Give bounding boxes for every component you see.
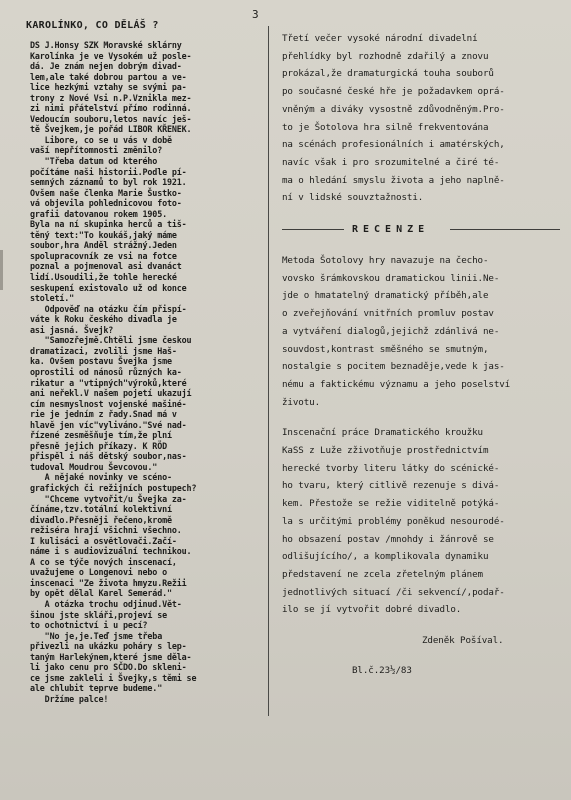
review-line: ilo se jí vytvořit dobré divadlo. [282,604,462,616]
review-line: KaSS z Luže zživotňuje prostřednictvím [282,445,489,457]
review-column [282,30,567,680]
review-line: souvdost,kontrast směšného se smutným, [282,343,489,355]
interview-line: A co se týče nových inscenací, [30,556,177,567]
review-line: ho tvaru, který citlivě rezenuje s divá- [282,480,500,492]
interview-text [30,40,266,704]
interview-line: váte k Roku českého divadla je [30,314,177,325]
interview-line: ka. Ovšem postavu Švejka jsme [30,356,172,367]
review-line: la s určitými problémy poněkud nesourodé- [282,515,505,527]
review-line: Metoda Šotolovy hry navazuje na čecho- [282,255,489,267]
interview-line: vaší nepřítomnosti změnilo? [30,145,163,156]
document-reference: Bl.č.23½/83 [352,664,412,676]
interview-line: soubor,hra Anděl strážný.Jeden [30,240,177,251]
interview-line: ale chlubit teprve budeme." [30,683,163,694]
review-line: kem. Přestože se režie viditelně potýká- [282,498,500,510]
review-line: Inscenační práce Dramatického kroužku [282,427,483,439]
interview-line: hlavě jen víc"vyliváno."Své nad- [30,419,187,430]
review-line: životu. [282,396,321,408]
interview-line: vá objevila pohlednicovou foto- [30,198,182,209]
interview-line: grafických či režijních postupech? [30,482,197,493]
interview-line: Odpověď na otázku čím přispí- [30,303,187,314]
interview-line: Libore, co se u vás v době [30,134,172,145]
interview-line: Karolínka je ve Vysokém už posle- [30,50,192,61]
interview-line: cím nesmyslnost vojenské mašiné- [30,398,187,409]
interview-line: "Samozřejmě.Chtěli jsme českou [30,335,192,346]
interview-line: divadlo.Přesněji řečeno,kromě [30,514,172,525]
interview-column [26,20,266,704]
interview-line: přivezli na ukázku poháry s lep- [30,641,187,652]
interview-line: A nějaké novinky ve scéno- [30,472,172,483]
review-intro-line: ma o hledání smyslu života a jeho naplně- [282,174,505,186]
review-paragraph-2 [282,424,567,619]
review-intro-line: po současné české hře je požadavkem oprá- [282,86,505,98]
interview-line: lice hezkými vztahy se svými pa- [30,82,187,93]
interview-line: čínáme,tzv.totální kolektivní [30,504,172,515]
review-line: o zveřejňování vnitřních promluv postav [282,308,494,320]
interview-line: režiséra hrají všichni všechno. [30,525,182,536]
review-line: a vytváření dialogů,jejichž zdánlivá ne- [282,325,500,337]
interview-line: století." [30,293,75,304]
interview-line: I kulisáci a osvětlovači.Začí- [30,535,177,546]
review-intro-line: ní v lidské souvztažnosti. [282,192,424,204]
interview-line: ani neřekl.V našem pojetí ukazují [30,388,192,399]
interview-line: rikatur a "vtipných"výroků,které [30,377,187,388]
review-intro-line: přehlídky byl rozhodně zdařilý a znovu [282,50,489,62]
review-intro-line: Třetí večer vysoké národní divadelní [282,33,478,44]
interview-line: li jako cenu pro SČDO.Do skleni- [30,662,187,673]
interview-line: asi jasná. Švejk? [30,324,114,335]
interview-line: trony z Nové Vsi n.P.Vznikla mez- [30,92,192,103]
interview-line: řízené zesměšňuje tím,že plní [30,430,172,441]
review-line: nostalgie s pocitem beznaděje,vede k jas- [282,361,505,373]
review-line: představení ne zcela zřetelným plánem [282,568,483,580]
interview-line: "No je,je.Teď jsme třeba [30,630,163,641]
page-number: 3 [252,8,259,21]
interview-line: dá. Je znám nejen dobrým divad- [30,61,182,72]
review-line: odlišujícího/, a komplikovala dynamiku [282,551,489,563]
interview-line: inscenaci "Ze života hmyzu.Režii [30,577,187,588]
interview-line: těný text:"To koukáš,jaký máme [30,229,177,240]
interview-line: Vedoucím souboru,letos navíc ješ- [30,113,192,124]
review-line: vovsko šrámkovskou dramatickou linii.Ne- [282,272,500,284]
review-paragraph-1 [282,252,567,411]
interview-line: zi nimi přátelství přímo rodinná. [30,103,192,114]
review-intro-line: prokázal,že dramaturgická touha souborů [282,68,494,80]
interview-line: tudoval Moudrou Ševcovou." [30,461,158,472]
interview-line: dramatizaci, zvolili jsme Haš- [30,345,177,356]
review-intro [282,30,567,207]
section-heading-row [282,220,567,240]
section-heading: RECENZE [352,224,430,236]
interview-line: "Třeba datum od kterého [30,156,158,167]
review-intro-line: vněným a diváky vysostně zdůvodněným.Pro- [282,103,505,115]
interview-line: rie je jedním z řady.Snad má v [30,409,177,420]
article-title: KAROLÍNKO, CO DĚLÁŠ ? [26,20,159,31]
interview-line: spolupracovník ze vsi na fotce [30,250,177,261]
interview-line: Byla na ní skupinka herců a tiš- [30,219,187,230]
interview-line: taným Harlekýnem,které jsme děla- [30,651,192,662]
interview-line: seskupení existovalo už od konce [30,282,187,293]
heading-rule-left [282,229,344,230]
review-line: jednotlivých situací /či sekvencí/,podař- [282,586,505,598]
heading-rule-right [450,229,560,230]
review-line: herecké tvorby literu látky do scénické- [282,462,500,474]
interview-line: to ochotnictví i u pecí? [30,620,148,631]
interview-line: grafii datovanou rokem 1905. [30,208,167,219]
interview-line: počítáme naši historii.Podle pí- [30,166,187,177]
interview-line: lem,ale také dobrou partou a ve- [30,71,187,82]
review-intro-line: to je Šotolova hra silně frekventována [282,121,489,133]
review-line: ho obsazení postav /mnohdy i žánrově se [282,533,494,545]
interview-line: DS J.Honsy SZK Moravské sklárny [30,40,182,50]
interview-line: ce jsme zakleli i Švejky,s těmi se [30,672,197,683]
review-intro-line: navíc však i pro srozumitelné a čiré té- [282,156,500,168]
page-edge-mark [0,250,3,290]
interview-line: semných záznamů to byl rok 1921. [30,177,187,188]
column-divider [268,26,269,716]
interview-line: Ovšem naše členka Marie Šustko- [30,187,182,198]
review-line: jde o hmatatelný dramatický příběh,ale [282,290,489,302]
interview-line: by opět dělal Karel Semerád." [30,588,172,599]
interview-line: A otázka trochu odjinud.Vět- [30,598,182,609]
interview-line: poznal a pojmenoval asi dvanáct [30,261,182,272]
interview-line: tě Švejkem,je pořád LIBOR KŘENEK. [30,124,192,135]
interview-line: přispěl i náš dětský soubor,nas- [30,451,187,462]
interview-line: šinou jste skláři,projeví se [30,609,167,620]
review-intro-line: na scénách profesionálních i amatérských, [282,139,505,151]
interview-line: Držíme palce! [30,693,109,704]
interview-line: lidí.Usoudili,že tohle herecké [30,272,177,283]
interview-line: náme i s audiovizuální technikou. [30,546,192,557]
review-line: nému a faktickému významu a jeho poselství [282,378,511,390]
interview-line: přesně jejich příkazy. K RÖD [30,440,167,451]
interview-line: oprostili od nánosů různých ka- [30,366,182,377]
author-signature: Zdeněk Pošíval. [422,635,504,647]
interview-line: uvažujeme o Longenovi nebo o [30,567,167,578]
interview-line: "Chceme vytvořit/u Švejka za- [30,493,187,504]
